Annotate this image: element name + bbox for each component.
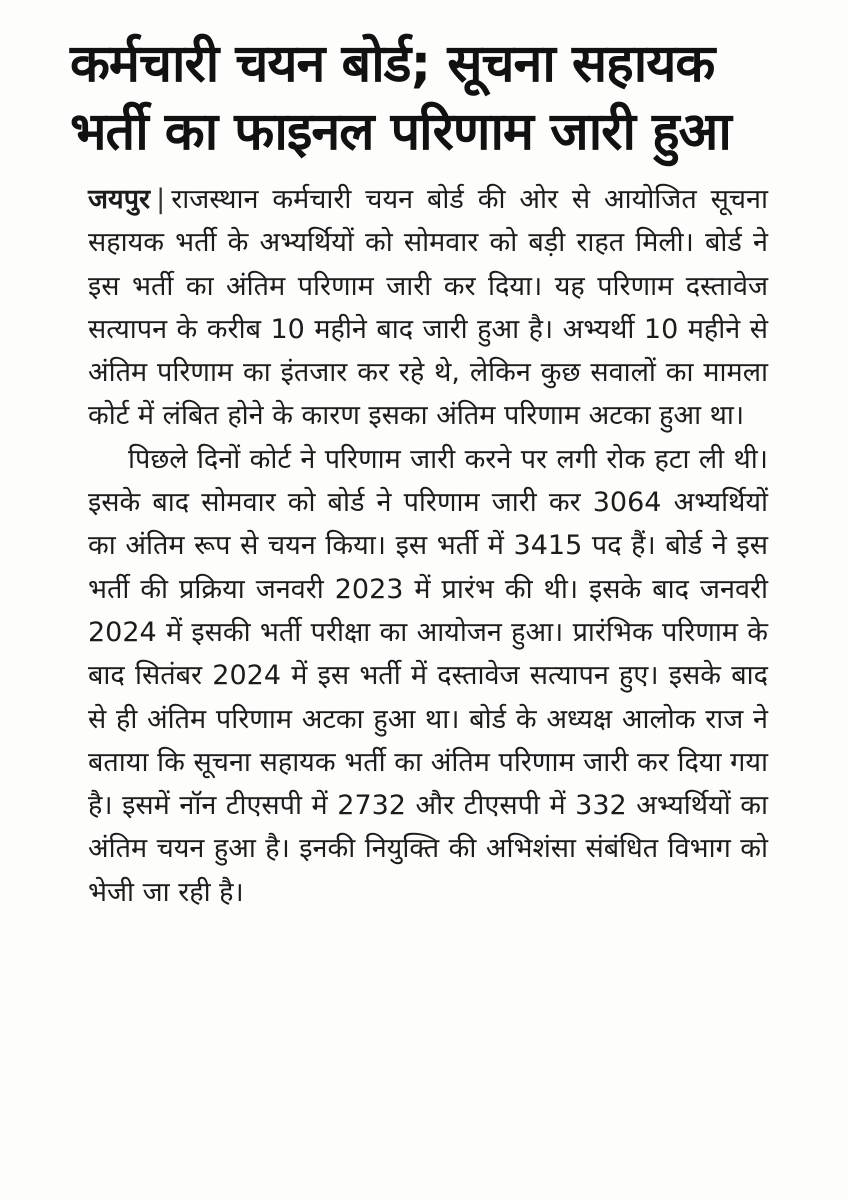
- article-body: [88, 178, 768, 914]
- headline-line-1: कर्मचारी चयन बोर्ड; सूचना सहायक: [70, 34, 715, 94]
- dateline: जयपुर: [88, 184, 151, 215]
- headline-line-2: भर्ती का फाइनल परिणाम जारी हुआ: [70, 102, 731, 162]
- paragraph-2-text: पिछले दिनों कोर्ट ने परिणाम जारी करने पर लगी रोक हटा ली थी। इसके बाद सोमवार को बोर्ड ने परिणाम जारी कर 3064 अभ्यर्थियों का अंतिम रूप से चयन किया। इस भर्ती में 3415 पद हैं। बोर्ड ने इस भर्ती की प्रक्रिया जनवरी 2023 में प्रारंभ की थी। इसके बाद जनवरी 2024 में इसकी भर्ती परीक्षा का आयोजन हुआ। प्रारंभिक परिणाम के बाद सितंबर 2024 में इस भर्ती में दस्तावेज सत्यापन हुए। इसके बाद से ही अंतिम परिणाम अटका हुआ था। बोर्ड के अध्यक्ष आलोक राज ने बताया कि सूचना सहायक भर्ती का अंतिम परिणाम जारी कर दिया गया है। इसमें नॉन टीएसपी में 2732 और टीएसपी में 332 अभ्यर्थियों का अंतिम चयन हुआ है। इनकी नियुक्ति की अभिशंसा संबंधित विभाग को भेजी जा रही है।: [88, 443, 768, 908]
- article-paragraph-1: [88, 178, 768, 438]
- dateline-separator: |: [156, 184, 166, 215]
- headline: [70, 30, 790, 166]
- paragraph-1-text: राजस्थान कर्मचारी चयन बोर्ड की ओर से आयोजित सूचना सहायक भर्ती के अभ्यर्थियों को सोमवार को बड़ी राहत मिली। बोर्ड ने इस भर्ती का अंतिम परिणाम जारी कर दिया। यह परिणाम दस्तावेज सत्यापन के करीब 10 महीने बाद जारी हुआ है। अभ्यर्थी 10 महीने से अंतिम परिणाम का इंतजार कर रहे थे, लेकिन कुछ सवालों का मामला कोर्ट में लंबित होने के कारण इसका अंतिम परिणाम अटका हुआ था।: [88, 184, 768, 432]
- article-paragraph-2: [88, 438, 768, 914]
